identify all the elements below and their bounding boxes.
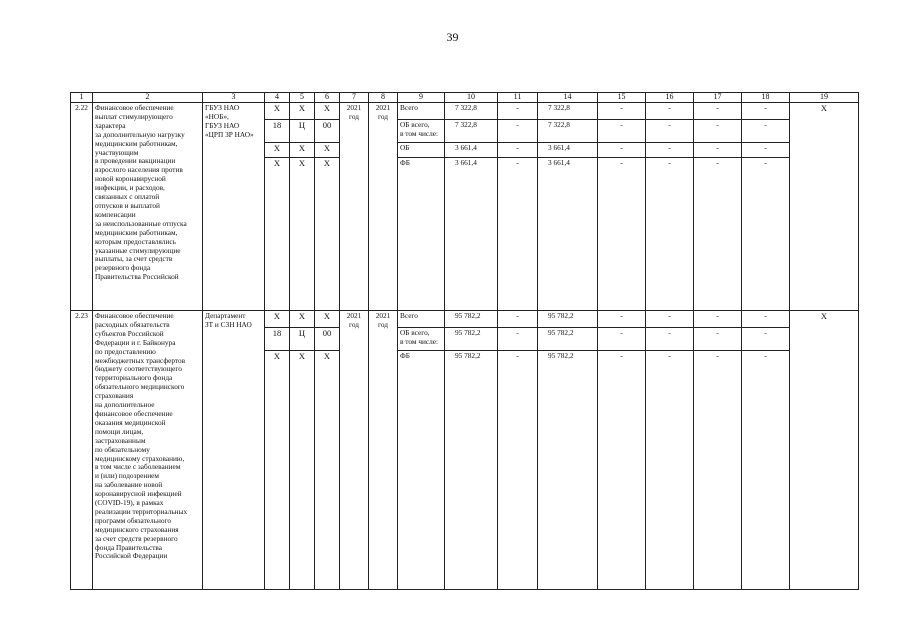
code-c5: Ц [290,120,315,143]
code-c4: Х [265,158,290,311]
amount-c10: 95 782,2 [445,311,498,328]
column-19: Х [790,311,859,590]
header-cell: 11 [498,93,538,103]
code-c5: Х [290,158,315,311]
header-cell: 4 [265,93,290,103]
header-cell: 17 [694,93,742,103]
code-c4: 18 [265,120,290,143]
amount-c16: - [646,158,694,311]
code-c6: 00 [315,328,340,351]
amount-c14: 95 782,2 [538,351,598,590]
row-number: 2.23 [71,311,93,590]
amount-c14: 95 782,2 [538,328,598,351]
financing-table [70,92,859,590]
year-start: 2021 год [340,311,369,590]
code-c5: Х [290,103,315,120]
amount-c14: 3 661,4 [538,158,598,311]
amount-c10: 95 782,2 [445,328,498,351]
code-c6: Х [315,143,340,158]
header-cell: 19 [790,93,859,103]
amount-c17: - [694,311,742,328]
table-row [71,103,859,120]
funding-source: ФБ [398,351,445,590]
table-row [71,311,859,328]
amount-c16: - [646,120,694,143]
amount-c10: 3 661,4 [445,143,498,158]
amount-c14: 7 322,8 [538,103,598,120]
header-cell: 18 [742,93,790,103]
amount-c16: - [646,143,694,158]
funding-source: ФБ [398,158,445,311]
amount-c15: - [598,103,646,120]
header-cell: 9 [398,93,445,103]
column-19: Х [790,103,859,311]
header-cell: 2 [93,93,203,103]
code-c6: Х [315,103,340,120]
code-c6: 00 [315,120,340,143]
amount-c16: - [646,328,694,351]
code-c4: 18 [265,328,290,351]
code-c4: Х [265,143,290,158]
code-c5: Х [290,351,315,590]
page-number: 39 [446,30,459,44]
amount-c18: - [742,328,790,351]
amount-c14: 3 661,4 [538,143,598,158]
year-end: 2021 год [369,103,398,311]
amount-c15: - [598,143,646,158]
amount-c11: - [498,311,538,328]
code-c4: Х [265,103,290,120]
header-row [71,93,859,103]
amount-c11: - [498,328,538,351]
funding-source: Всего [398,311,445,328]
amount-c10: 95 782,2 [445,351,498,590]
code-c6: Х [315,158,340,311]
header-cell: 16 [646,93,694,103]
amount-c11: - [498,351,538,590]
funding-source: Всего [398,103,445,120]
measure-name: Финансовое обеспечение выплат стимулирующего характера за дополнительную нагрузку медицинским работникам, участвующим в проведении вакцинации взрослого населения против новой коронавирусной инфекции, и расходов, связанных с оплатой отпусков и выплатой компенсации за неиспользованные отпуска медицинским работникам, которым предоставлялись указанные стимулирующие выплаты, за счет средств резервного фонда Правительства Российской [93,103,203,311]
code-c6: Х [315,311,340,328]
header-cell: 3 [203,93,265,103]
amount-c11: - [498,143,538,158]
amount-c18: - [742,120,790,143]
code-c4: Х [265,351,290,590]
header-cell: 15 [598,93,646,103]
header-cell: 5 [290,93,315,103]
amount-c17: - [694,351,742,590]
amount-c11: - [498,158,538,311]
amount-c14: 95 782,2 [538,311,598,328]
amount-c18: - [742,351,790,590]
header-cell: 6 [315,93,340,103]
code-c5: Ц [290,328,315,351]
amount-c15: - [598,311,646,328]
funding-source: ОБ всего, в том числе: [398,120,445,143]
amount-c17: - [694,158,742,311]
amount-c15: - [598,158,646,311]
amount-c10: 7 322,8 [445,120,498,143]
amount-c18: - [742,143,790,158]
row-number: 2.22 [71,103,93,311]
header-cell: 7 [340,93,369,103]
header-cell: 10 [445,93,498,103]
amount-c11: - [498,120,538,143]
code-c5: Х [290,311,315,328]
measure-name: Финансовое обеспечение расходных обязательств субъектов Российской Федерации и г. Байконура по предоставлению межбюджетных трансфертов бюджету соответствующего территориального фонда обязательного медицинского страхования на дополнительное финансовое обеспечение оказания медицинской помощи лицам, застрахованным по обязательному медицинскому страхованию, в том числе с заболеванием и (или) подозрением на заболевание новой коронавирусной инфекцией (COVID-19), в рамках реализации территориальных программ обязательного медицинского страхования за счет средств резервного фонда Правительства Российской Федерации [93,311,203,590]
funding-source: ОБ всего, в том числе: [398,328,445,351]
amount-c18: - [742,158,790,311]
amount-c10: 3 661,4 [445,158,498,311]
amount-c15: - [598,328,646,351]
amount-c15: - [598,120,646,143]
header-cell: 14 [538,93,598,103]
amount-c18: - [742,103,790,120]
amount-c10: 7 322,8 [445,103,498,120]
amount-c17: - [694,103,742,120]
header-cell: 8 [369,93,398,103]
header-cell: 1 [71,93,93,103]
executor: Департамент ЗТ и СЗН НАО [203,311,265,590]
year-end: 2021 год [369,311,398,590]
executor: ГБУЗ НАО «НОБ», ГБУЗ НАО «ЦРП ЗР НАО» [203,103,265,311]
amount-c11: - [498,103,538,120]
amount-c18: - [742,311,790,328]
amount-c17: - [694,143,742,158]
amount-c17: - [694,120,742,143]
code-c6: Х [315,351,340,590]
amount-c17: - [694,328,742,351]
amount-c16: - [646,103,694,120]
funding-source: ОБ [398,143,445,158]
amount-c16: - [646,311,694,328]
amount-c14: 7 322,8 [538,120,598,143]
year-start: 2021 год [340,103,369,311]
amount-c15: - [598,351,646,590]
code-c5: Х [290,143,315,158]
amount-c16: - [646,351,694,590]
code-c4: Х [265,311,290,328]
